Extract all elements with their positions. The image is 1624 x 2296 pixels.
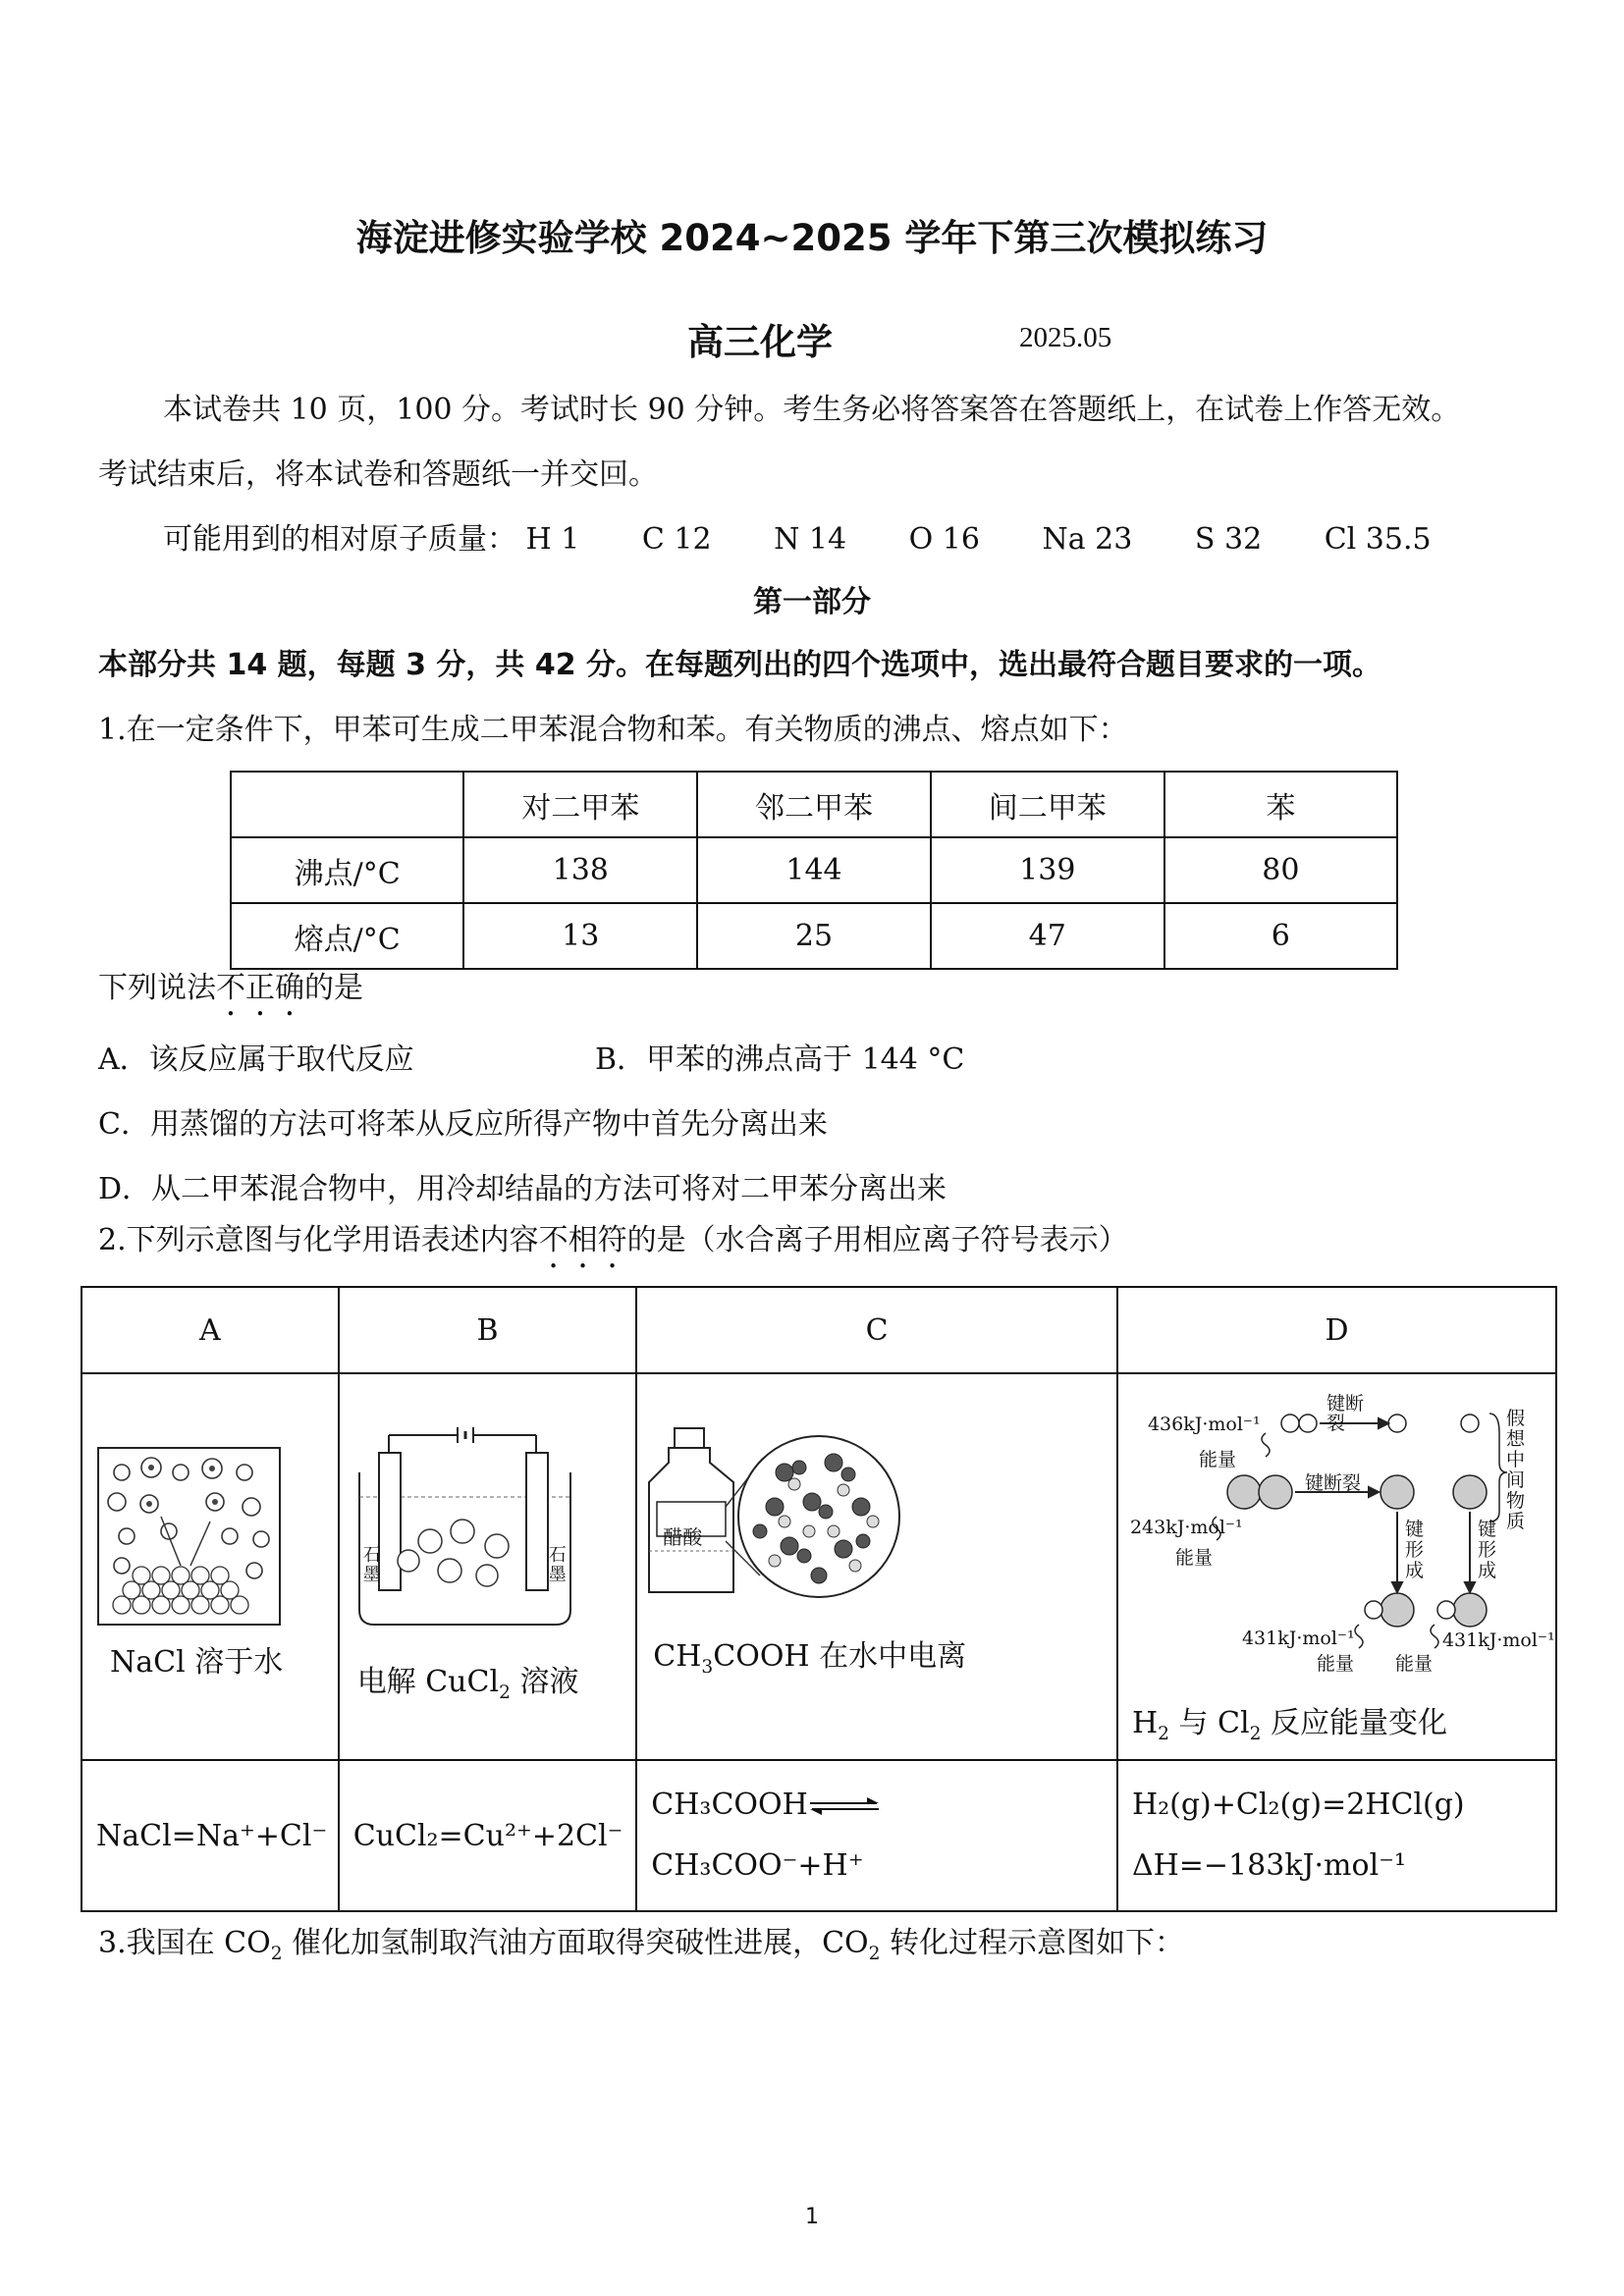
nacl-dissolve-diagram xyxy=(82,1374,336,1757)
masses-label: 可能用到的相对原子质量： xyxy=(163,522,516,557)
table-cell: 熔点/°C xyxy=(231,903,463,969)
q1-option-b: B．甲苯的沸点高于 144 °C xyxy=(595,1042,965,1077)
q2-stem-post: 的是（水合离子用相应离子符号表示） xyxy=(626,1223,1128,1257)
energy-label-2: 能量 xyxy=(1174,1547,1213,1569)
table-row xyxy=(231,903,1397,969)
q3-stem-mid: 催化加氢制取汽油方面取得突破性进展，CO xyxy=(282,1926,869,1960)
hypothetical-intermediate-label: 假想中间物质 xyxy=(1505,1408,1525,1532)
page-number: 1 xyxy=(805,2205,819,2229)
bottle-label: 醋酸 xyxy=(663,1525,703,1549)
q1-table xyxy=(230,771,1398,970)
part1-heading: 第一部分 xyxy=(753,585,871,619)
table-cell: 6 xyxy=(1164,903,1397,969)
bond-break-label-2: 键断裂 xyxy=(1304,1472,1361,1494)
q1-prompt xyxy=(98,967,363,1023)
q2-col-d: D xyxy=(1117,1287,1556,1373)
energy-cl2-bond: 243kJ·mol⁻¹ xyxy=(1129,1517,1243,1538)
q2-eq-a: NaCl=Na⁺+Cl⁻ xyxy=(81,1760,339,1911)
q1-stem: 1.在一定条件下，甲苯可生成二甲苯混合物和苯。有关物质的沸点、熔点如下： xyxy=(98,713,1128,747)
eq-c-line2: CH₃COO⁻+H⁺ xyxy=(651,1848,864,1883)
acetic-acid-diagram xyxy=(637,1374,1122,1757)
caption-b-pre: 电解 CuCl xyxy=(356,1665,500,1699)
exam-title: 海淀进修实验学校 2024~2025 学年下第三次模拟练习 xyxy=(355,217,1269,259)
intro-line-2: 考试结束后，将本试卷和答题纸一并交回。 xyxy=(98,457,658,492)
q2-cell-d xyxy=(1117,1373,1556,1760)
q2-cell-a xyxy=(81,1373,339,1760)
q1-option-c: C．用蒸馏的方法可将苯从反应所得产物中首先分离出来 xyxy=(98,1107,828,1142)
table-cell: 苯 xyxy=(1164,772,1397,837)
atomic-masses xyxy=(163,518,1485,561)
q2-table xyxy=(81,1286,1557,1912)
q2-equation-row xyxy=(81,1760,1556,1911)
q1-option-a: A．该反应属于取代反应 xyxy=(98,1042,414,1077)
caption-d-mid: 与 Cl xyxy=(1168,1706,1250,1740)
mass-na: Na 23 xyxy=(1042,522,1133,557)
q3-stem-pre: 3.我国在 CO xyxy=(98,1926,271,1960)
q2-eq-c xyxy=(636,1760,1117,1911)
mass-n: N 14 xyxy=(774,522,847,557)
q2-col-b: B xyxy=(339,1287,637,1373)
table-cell: 80 xyxy=(1164,837,1397,903)
exam-date: 2025.05 xyxy=(1019,322,1112,353)
bond-break-label: 键断裂 xyxy=(1326,1393,1364,1434)
bond-form-label-2: 键形成 xyxy=(1477,1519,1496,1581)
energy-label-3: 能量 xyxy=(1316,1653,1354,1675)
q2-stem xyxy=(98,1219,1128,1275)
table-cell: 139 xyxy=(931,837,1164,903)
table-cell: 25 xyxy=(697,903,931,969)
table-cell: 138 xyxy=(463,837,697,903)
q2-caption-c: $CH_3COOH$ 在水中电离 xyxy=(653,1639,967,1678)
mass-c: C 12 xyxy=(641,522,712,557)
q1-prompt-pre: 下列说法 xyxy=(98,971,216,1005)
caption-b-post: 溶液 xyxy=(510,1665,579,1699)
caption-c-post: COOH 在水中电离 xyxy=(713,1639,967,1674)
subject-title: 高三化学 xyxy=(687,321,833,363)
q2-col-c: C xyxy=(636,1287,1117,1373)
table-cell: 邻二甲苯 xyxy=(697,772,931,837)
q2-eq-b: CuCl₂=Cu²⁺+2Cl⁻ xyxy=(339,1760,637,1911)
table-row xyxy=(231,837,1397,903)
right-electrode-label: 石墨 xyxy=(548,1545,567,1585)
table-header-row xyxy=(231,772,1397,837)
q2-caption-a: NaCl 溶于水 xyxy=(110,1645,284,1680)
mass-s: S 32 xyxy=(1194,522,1263,557)
q3-stem: 3.我国在 $CO_2$ 催化加氢制取汽油方面取得突破性进展，$CO_2$ 转化过程示意图如下： xyxy=(98,1926,1185,1964)
caption-d-pre: H xyxy=(1131,1706,1159,1740)
mass-o: O 16 xyxy=(908,522,980,557)
table-cell: 47 xyxy=(931,903,1164,969)
q1-prompt-post: 的是 xyxy=(304,971,363,1005)
intro-line-1: 本试卷共 10 页，100 分。考试时长 90 分钟。考生务必将答案答在答题纸上，在试卷上作答无效。 xyxy=(163,393,1461,427)
q2-stem-emph: 不相符 xyxy=(538,1223,627,1257)
mass-cl: Cl 35.5 xyxy=(1324,522,1432,557)
q3-stem-post: 转化过程示意图如下： xyxy=(880,1926,1185,1960)
caption-c-pre: CH xyxy=(653,1639,702,1674)
q2-caption-d: $H_2$ 与 $Cl_2$ 反应能量变化 xyxy=(1131,1706,1447,1744)
part1-instructions: 本部分共 14 题，每题 3 分，共 42 分。在每题列出的四个选项中，选出最符合题目要求的一项。 xyxy=(98,648,1382,682)
q2-col-a: A xyxy=(81,1287,339,1373)
table-cell: 144 xyxy=(697,837,931,903)
table-cell: 间二甲苯 xyxy=(931,772,1164,837)
eq-c-line1 xyxy=(651,1775,1115,1836)
mass-h: H 1 xyxy=(525,522,580,557)
q2-eq-d xyxy=(1117,1760,1556,1911)
energy-hcl-bond-1: 431kJ·mol⁻¹ xyxy=(1241,1628,1355,1649)
q2-cell-b xyxy=(339,1373,637,1760)
table-cell: 对二甲苯 xyxy=(463,772,697,837)
eq-d-line1: H₂(g)+Cl₂(g)=2HCl(g) xyxy=(1131,1788,1465,1822)
q1-option-d: D．从二甲苯混合物中，用冷却结晶的方法可将对二甲苯分离出来 xyxy=(98,1172,947,1206)
equilibrium-arrow-icon xyxy=(808,1796,881,1816)
q2-cell-c xyxy=(636,1373,1117,1760)
q2-diagram-row xyxy=(81,1373,1556,1760)
bond-form-label: 键形成 xyxy=(1404,1519,1424,1581)
energy-h2-bond: 436kJ·mol⁻¹ xyxy=(1147,1414,1261,1435)
q1-prompt-emph: 不正确 xyxy=(216,971,304,1005)
energy-label: 能量 xyxy=(1198,1449,1236,1470)
left-electrode-label: 石墨 xyxy=(362,1545,381,1585)
q2-caption-b: 电解 CuCl$_2$ 溶液 xyxy=(356,1665,579,1703)
eq-d-line2: ΔH=−183kJ·mol⁻¹ xyxy=(1131,1848,1407,1883)
table-cell xyxy=(231,772,463,837)
energy-hcl-bond-2: 431kJ·mol⁻¹ xyxy=(1441,1629,1555,1651)
eq-c-reactant: CH₃COOH xyxy=(651,1788,808,1822)
caption-d-post: 反应能量变化 xyxy=(1261,1706,1447,1740)
energy-label-4: 能量 xyxy=(1394,1653,1433,1675)
q2-header-row xyxy=(81,1287,1556,1373)
table-cell: 沸点/°C xyxy=(231,837,463,903)
q2-stem-pre: 2.下列示意图与化学用语表述内容 xyxy=(98,1223,539,1257)
table-cell: 13 xyxy=(463,903,697,969)
